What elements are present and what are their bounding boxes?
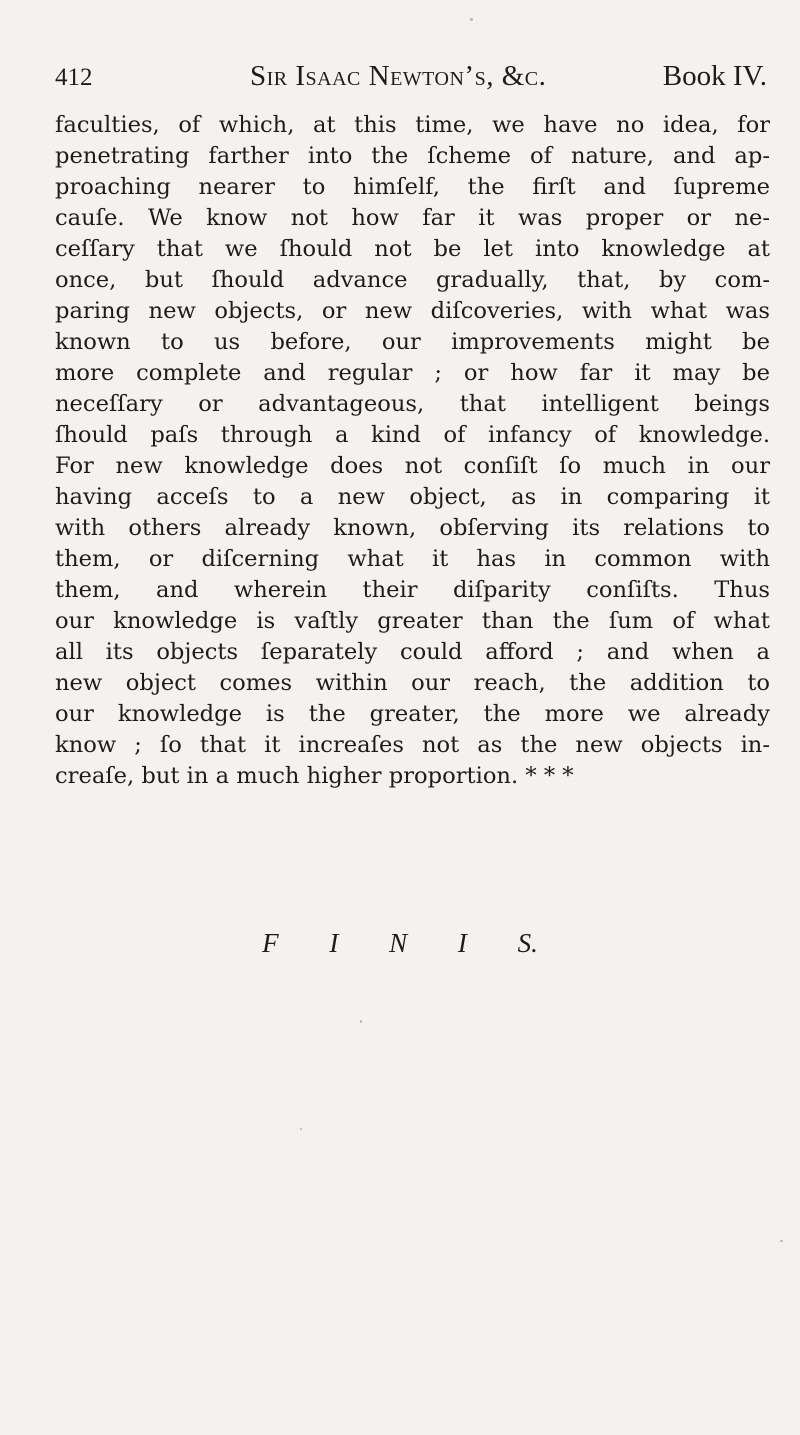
page-number: 412	[55, 64, 93, 91]
text-line: know ; ſo that it increaſes not as the new objects in-	[55, 732, 770, 758]
text-line: new object comes within our reach, the addition to	[55, 670, 770, 696]
text-line: more complete and regular ; or how far it may be	[55, 360, 770, 386]
finis-letter: S.	[517, 928, 538, 958]
text-line: all its objects ſeparately could afford ; and when a	[55, 639, 770, 665]
text-line: cauſe. We know not how far it was proper or ne-	[55, 205, 770, 231]
text-line: proaching nearer to himſelf, the firſt and ſupreme	[55, 174, 770, 200]
text-line: our knowledge is the greater, the more we already	[55, 701, 770, 727]
text-line: faculties, of which, at this time, we have no idea, for	[55, 112, 770, 138]
text-line: with others already known, obſerving its relations to	[55, 515, 770, 541]
finis-letter: N	[389, 928, 408, 958]
text-line: ſhould paſs through a kind of infancy of knowledge.	[55, 422, 770, 448]
text-line: having acceſs to a new object, as in comparing it	[55, 484, 770, 510]
finis-letter: I	[457, 928, 467, 958]
finis-letter: I	[329, 928, 339, 958]
text-line: paring new objects, or new diſcoveries, with what was	[55, 298, 770, 324]
finis-letter: F	[262, 928, 279, 958]
finis-mark	[0, 928, 800, 959]
book-label: Book IV.	[662, 60, 767, 92]
text-line-last: creaſe, but in a much higher proportion. * * *	[55, 763, 574, 789]
paper-speck	[470, 18, 473, 21]
text-line: For new knowledge does not conſiſt ſo much in our	[55, 453, 770, 479]
text-line: known to us before, our improvements might be	[55, 329, 770, 355]
body-text	[55, 110, 770, 810]
text-line: them, and wherein their diſparity conſiſts. Thus	[55, 577, 770, 603]
paper-speck	[300, 1128, 302, 1130]
text-line: our knowledge is vaſtly greater than the ſum of what	[55, 608, 770, 634]
page-header	[55, 58, 767, 102]
text-line: neceſſary or advantageous, that intelligent beings	[55, 391, 770, 417]
text-line: ceſſary that we ſhould not be let into knowledge at	[55, 236, 770, 262]
paper-speck	[360, 1020, 362, 1023]
text-line: once, but ſhould advance gradually, that, by com-	[55, 267, 770, 293]
running-head: Sir Isaac Newton’s, &c.	[250, 60, 547, 92]
text-line: them, or diſcerning what it has in common with	[55, 546, 770, 572]
paper-speck	[780, 1240, 783, 1242]
text-line: penetrating farther into the ſcheme of nature, and ap-	[55, 143, 770, 169]
